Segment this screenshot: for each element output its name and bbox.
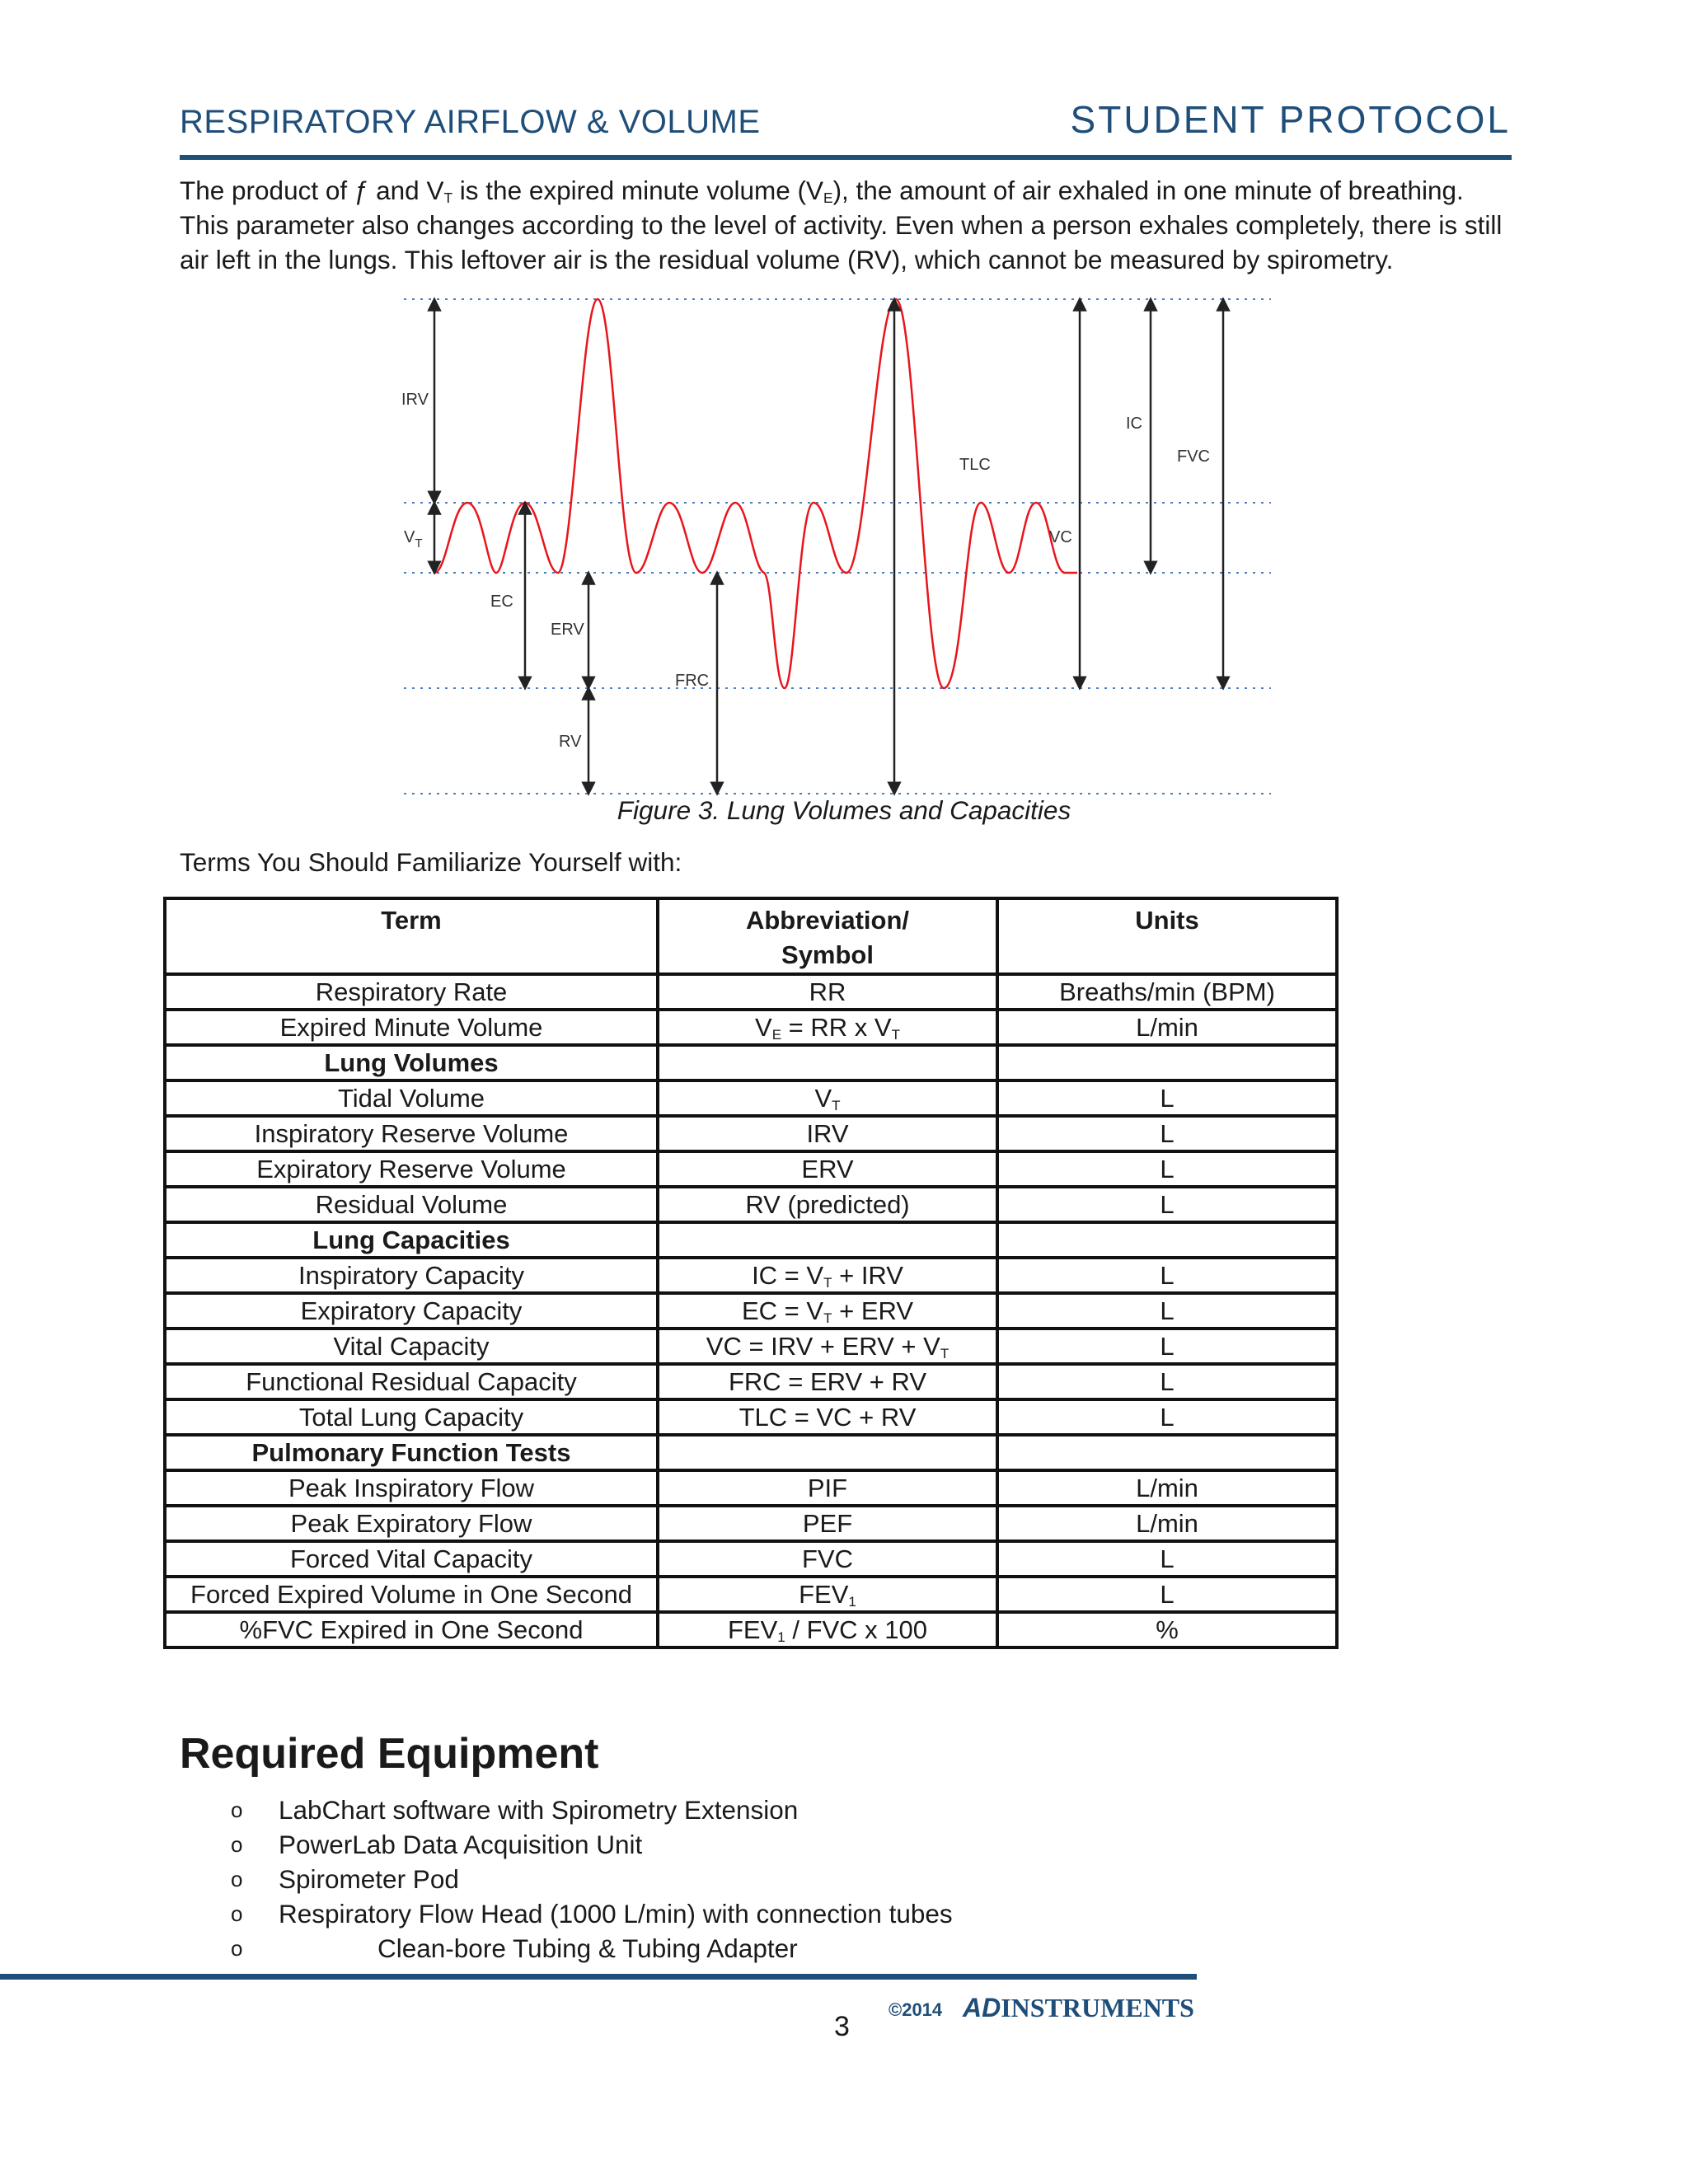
term-cell: Inspiratory Capacity [165, 1258, 658, 1293]
term-cell: Respiratory Rate [165, 974, 658, 1010]
abbr-cell: $FEV_1$ / FVC x 100 [658, 1612, 997, 1647]
empty-cell [997, 1045, 1337, 1080]
bullet-icon: o [231, 1936, 243, 1961]
abbr-cell: TLC = VC + RV [658, 1399, 997, 1435]
empty-cell [658, 1045, 997, 1080]
abbr-cell: IC = $V_T$ + IRV [658, 1258, 997, 1293]
abbr-cell: PIF [658, 1470, 997, 1506]
terms-table [163, 897, 1339, 1649]
equipment-item-text: Clean-bore Tubing & Tubing Adapter [377, 1933, 798, 1963]
intro-line-2: This parameter also changes according to the level of activity. Even when a person exhales completely, there is still [180, 210, 1503, 240]
intro-line-1-a: The product of ƒ and V [180, 176, 444, 205]
term-cell: Tidal Volume [165, 1080, 658, 1116]
section-row [165, 1435, 1337, 1470]
abbr-cell: ERV [658, 1151, 997, 1187]
abbr-cell: IRV [658, 1116, 997, 1151]
table-row [165, 1470, 1337, 1506]
table-row [165, 1364, 1337, 1399]
abbr-cell: VC = IRV + ERV + $V_T$ [658, 1329, 997, 1364]
label-vt: $V_T$ [404, 528, 423, 551]
section-cell: Lung Capacities [165, 1222, 658, 1258]
empty-cell [658, 1222, 997, 1258]
intro-line-1 [180, 173, 1515, 208]
units-cell: L/min [997, 1010, 1337, 1045]
bullet-icon: o [231, 1797, 243, 1822]
equipment-item-text: PowerLab Data Acquisition Unit [279, 1830, 643, 1859]
units-cell: L [997, 1258, 1337, 1293]
term-cell: Expired Minute Volume [165, 1010, 658, 1045]
empty-cell [997, 1222, 1337, 1258]
bullet-icon: o [231, 1901, 243, 1926]
units-cell: Breaths/min (BPM) [997, 974, 1337, 1010]
copyright-text: ©2014 [889, 1999, 943, 2020]
table-row [165, 1399, 1337, 1435]
label-fvc: FVC [1177, 448, 1210, 466]
table-row [165, 1080, 1337, 1116]
equipment-item-text: Respiratory Flow Head (1000 L/min) with connection tubes [279, 1899, 953, 1929]
intro-sub-t: T [443, 190, 453, 206]
table-row [165, 1151, 1337, 1187]
section-row [165, 1045, 1337, 1080]
units-cell: L [997, 1541, 1337, 1577]
abbr-cell: RR [658, 974, 997, 1010]
units-cell: L/min [997, 1470, 1337, 1506]
section-cell: Lung Volumes [165, 1045, 658, 1080]
table-row [165, 1612, 1337, 1647]
units-cell: L [997, 1399, 1337, 1435]
units-cell: L [997, 1329, 1337, 1364]
table-row [165, 1541, 1337, 1577]
label-irv: IRV [401, 391, 429, 409]
equipment-item-text: LabChart software with Spirometry Extension [279, 1795, 799, 1825]
header-left-title: RESPIRATORY AIRFLOW & VOLUME [180, 104, 761, 140]
label-ic: IC [1126, 415, 1142, 433]
reference-lines [404, 299, 1271, 794]
header-term: Term [165, 898, 658, 974]
table-row [165, 1116, 1337, 1151]
lung-volumes-diagram [397, 293, 1279, 799]
table-row [165, 1577, 1337, 1612]
units-cell: L [997, 1151, 1337, 1187]
empty-cell [997, 1435, 1337, 1470]
adinstruments-logo: ADINSTRUMENTS [963, 1993, 1194, 2022]
abbr-cell: $V_E$ = RR x $V_T$ [658, 1010, 997, 1045]
terms-lead-text: Terms You Should Familiarize Yourself with: [180, 847, 682, 877]
units-cell: L [997, 1577, 1337, 1612]
figure-caption: Figure 3. Lung Volumes and Capacities [617, 795, 1071, 825]
intro-line-3: air left in the lungs. This leftover air is the residual volume (RV), which cannot be measured by spirometry. [180, 245, 1394, 274]
volume-trace [434, 299, 1077, 688]
section-cell: Pulmonary Function Tests [165, 1435, 658, 1470]
term-cell: Expiratory Reserve Volume [165, 1151, 658, 1187]
header-rule [180, 155, 1512, 160]
term-cell: %FVC Expired in One Second [165, 1612, 658, 1647]
bullet-icon: o [231, 1867, 243, 1891]
header-right-title: STUDENT PROTOCOL [1070, 98, 1511, 141]
units-cell: L [997, 1293, 1337, 1329]
table-row [165, 1293, 1337, 1329]
intro-line-1-b: is the expired minute volume (V [452, 176, 823, 205]
units-cell: L [997, 1187, 1337, 1222]
label-ec: EC [490, 593, 513, 611]
table-row [165, 1187, 1337, 1222]
header-units: Units [997, 898, 1337, 974]
section-row [165, 1222, 1337, 1258]
abbr-cell: FRC = ERV + RV [658, 1364, 997, 1399]
term-cell: Forced Expired Volume in One Second [165, 1577, 658, 1612]
units-cell: % [997, 1612, 1337, 1647]
units-cell: L [997, 1364, 1337, 1399]
abbr-cell: $FEV_1$ [658, 1577, 997, 1612]
table-row [165, 1258, 1337, 1293]
lung-volumes-figure [397, 293, 1279, 799]
abbr-cell: $V_T$ [658, 1080, 997, 1116]
intro-paragraph [180, 173, 1515, 277]
table-header-row [165, 898, 1337, 974]
equipment-heading: Required Equipment [180, 1730, 599, 1778]
term-cell: Peak Inspiratory Flow [165, 1470, 658, 1506]
intro-line-1-c: ), the amount of air exhaled in one minute of breathing. [832, 176, 1464, 205]
empty-cell [658, 1435, 997, 1470]
term-cell: Total Lung Capacity [165, 1399, 658, 1435]
intro-sub-e: E [823, 190, 833, 206]
term-cell: Expiratory Capacity [165, 1293, 658, 1329]
measure-arrows [434, 304, 1223, 789]
table-row [165, 1506, 1337, 1541]
abbr-cell: RV (predicted) [658, 1187, 997, 1222]
term-cell: Inspiratory Reserve Volume [165, 1116, 658, 1151]
table-row [165, 1329, 1337, 1364]
units-cell: L/min [997, 1506, 1337, 1541]
label-tlc: TLC [959, 456, 991, 474]
bullet-icon: o [231, 1832, 243, 1857]
abbr-cell: EC = $V_T$ + ERV [658, 1293, 997, 1329]
abbr-cell: PEF [658, 1506, 997, 1541]
label-vc: VC [1049, 528, 1072, 546]
units-cell: L [997, 1080, 1337, 1116]
equipment-item-text: Spirometer Pod [279, 1864, 459, 1894]
table-row [165, 1010, 1337, 1045]
header-abbreviation: Abbreviation/ Symbol [658, 898, 997, 974]
label-rv: RV [559, 733, 582, 751]
footer-rule [0, 1974, 1197, 1980]
abbr-cell: FVC [658, 1541, 997, 1577]
term-cell: Vital Capacity [165, 1329, 658, 1364]
label-frc: FRC [675, 672, 710, 690]
units-cell: L [997, 1116, 1337, 1151]
term-cell: Residual Volume [165, 1187, 658, 1222]
term-cell: Peak Expiratory Flow [165, 1506, 658, 1541]
table-row [165, 974, 1337, 1010]
term-cell: Forced Vital Capacity [165, 1541, 658, 1577]
page-number: 3 [834, 2011, 850, 2042]
label-erv: ERV [551, 621, 584, 639]
term-cell: Functional Residual Capacity [165, 1364, 658, 1399]
